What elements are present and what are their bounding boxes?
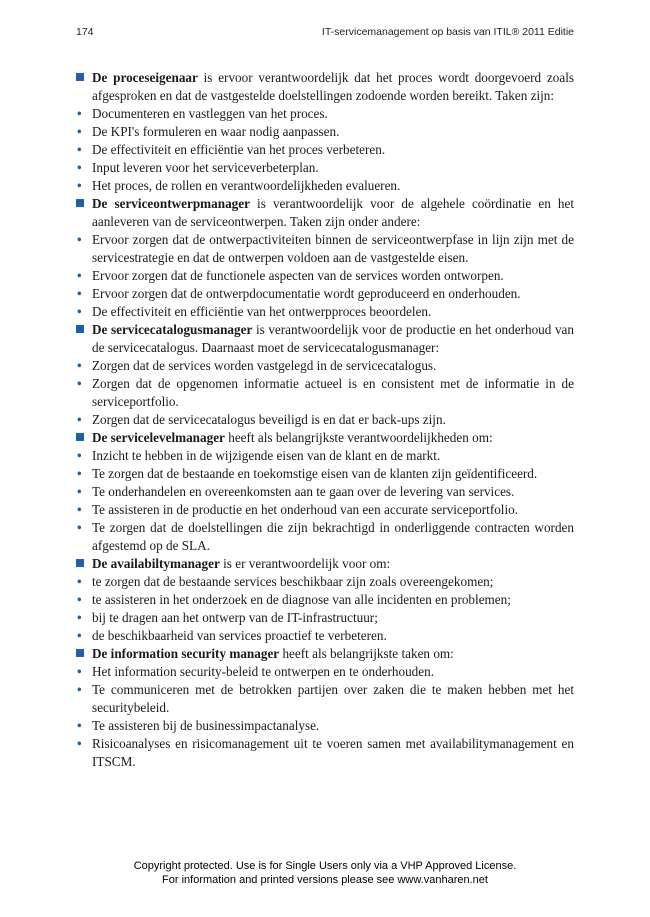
list-item: • Zorgen dat de servicecatalogus beveiligd is en dat er back-ups zijn. xyxy=(77,412,446,427)
task-list-servicecatalogusmanager xyxy=(76,357,574,429)
square-bullet-icon xyxy=(76,199,84,207)
list-item: • Het proces, de rollen en verantwoordelijkheden evalueren. xyxy=(77,178,401,193)
square-bullet-icon xyxy=(76,325,84,333)
task-list-availabilitymanager xyxy=(76,573,574,645)
task-list-servicelevelmanager xyxy=(76,447,574,555)
role-description: is verantwoordelijk voor de algehele coördinatie en het aanleveren van de serviceontwerpen. Taken zijn onder andere: xyxy=(92,196,574,229)
bullet-icon: • xyxy=(77,592,82,607)
list-item: • De KPI's formuleren en waar nodig aanpassen. xyxy=(77,124,340,139)
bullet-icon: • xyxy=(77,466,82,481)
list-item: • Te onderhandelen en overeenkomsten aan te gaan over de levering van services. xyxy=(77,484,515,499)
list-item: • De effectiviteit en efficiëntie van het proces verbeteren. xyxy=(77,142,386,157)
list-item: • te assisteren in het onderzoek en de diagnose van alle incidenten en problemen; xyxy=(77,592,511,607)
role-block-availabilitymanager xyxy=(76,555,574,573)
role-description: heeft als belangrijkste verantwoordelijkheden om: xyxy=(224,430,493,445)
role-name: De proceseigenaar xyxy=(92,70,198,85)
page-header xyxy=(76,26,574,46)
bullet-icon: • xyxy=(77,520,82,535)
license-info-line: For information and printed versions please see www.vanharen.net xyxy=(162,874,488,886)
list-item: • te zorgen dat de bestaande services beschikbaar zijn zoals overeengekomen; xyxy=(77,574,494,589)
bullet-icon: • xyxy=(77,610,82,625)
square-bullet-icon xyxy=(76,649,84,657)
role-description: is ervoor verantwoordelijk dat het proces wordt doorgevoerd zoals afgesproken en dat de vastgestelde doelstellingen zodoende worden bereikt. Taken zijn: xyxy=(92,70,574,103)
role-name: De availabiltymanager xyxy=(92,556,220,571)
role-block-servicelevelmanager xyxy=(76,429,574,447)
list-item: • bij te dragen aan het ontwerp van de IT-infrastructuur; xyxy=(77,610,378,625)
bullet-icon: • xyxy=(77,718,82,733)
list-item: • Zorgen dat de opgenomen informatie actueel is en consistent met de informatie in de serviceportfolio. xyxy=(77,376,574,409)
bullet-icon: • xyxy=(77,304,82,319)
list-item: • Zorgen dat de services worden vastgelegd in de servicecatalogus. xyxy=(77,358,437,373)
page-number: 174 xyxy=(76,26,94,38)
copyright-line: Copyright protected. Use is for Single Users only via a VHP Approved License. xyxy=(133,860,517,872)
bullet-icon: • xyxy=(77,358,82,373)
list-item: • Ervoor zorgen dat de functionele aspecten van de services worden ontworpen. xyxy=(77,268,504,283)
running-title: IT-servicemanagement op basis van ITIL® 2011 Editie xyxy=(321,26,574,38)
list-item: • Te zorgen dat de doelstellingen die zijn bekrachtigd in onderliggende contracten worden afgestemd op de SLA. xyxy=(77,520,574,553)
list-item: • de beschikbaarheid van services proactief te verbeteren. xyxy=(77,628,387,643)
bullet-icon: • xyxy=(77,178,82,193)
list-item: • Risicoanalyses en risicomanagement uit te voeren samen met availabilitymanagement en ITSCM. xyxy=(77,736,574,769)
bullet-icon: • xyxy=(77,682,82,697)
list-item: • Inzicht te hebben in de wijzigende eisen van de klant en de markt. xyxy=(77,448,441,463)
bullet-icon: • xyxy=(77,502,82,517)
role-description: is er verantwoordelijk voor om: xyxy=(219,556,391,571)
bullet-icon: • xyxy=(77,574,82,589)
bullet-icon: • xyxy=(77,124,82,139)
list-item: • Te communiceren met de betrokken partijen over zaken die te maken hebben met het securitybeleid. xyxy=(77,682,574,715)
role-block-servicecatalogusmanager xyxy=(76,321,574,357)
role-description: is verantwoordelijk voor de productie en het onderhoud van de servicecatalogus. Daarnaast moet de servicecatalogusmanager: xyxy=(92,322,574,355)
role-name: De serviceontwerpmanager xyxy=(92,196,250,211)
list-item: • Te assisteren bij de businessimpactanalyse. xyxy=(77,718,320,733)
list-item: • Ervoor zorgen dat de ontwerpactiviteiten binnen de serviceontwerpfase in lijn zijn met de servicestrategie en dat de ontwerpen voldoen aan de vastgestelde eisen. xyxy=(77,232,574,265)
task-list-proceseigenaar xyxy=(76,105,574,195)
bullet-icon: • xyxy=(77,376,82,391)
bullet-icon: • xyxy=(77,664,82,679)
square-bullet-icon xyxy=(76,73,84,81)
role-name: De servicelevelmanager xyxy=(92,430,225,445)
task-list-serviceontwerpmanager xyxy=(76,231,574,321)
bullet-icon: • xyxy=(77,412,82,427)
square-bullet-icon xyxy=(76,433,84,441)
body-text xyxy=(76,69,574,771)
bullet-icon: • xyxy=(77,268,82,283)
list-item: • Te assisteren in de productie en het onderhoud van een accurate serviceportfolio. xyxy=(77,502,519,517)
bullet-icon: • xyxy=(77,160,82,175)
list-item: • De effectiviteit en efficiëntie van het ontwerpproces beoordelen. xyxy=(77,304,432,319)
bullet-icon: • xyxy=(77,628,82,643)
bullet-icon: • xyxy=(77,736,82,751)
copyright-footer xyxy=(0,859,650,887)
role-name: De information security manager xyxy=(92,646,280,661)
role-block-information-security-manager xyxy=(76,645,574,663)
square-bullet-icon xyxy=(76,559,84,567)
role-description: heeft als belangrijkste taken om: xyxy=(279,646,454,661)
list-item: • Te zorgen dat de bestaande en toekomstige eisen van de klanten zijn geïdentificeerd. xyxy=(77,466,538,481)
list-item: • Documenteren en vastleggen van het proces. xyxy=(77,106,328,121)
bullet-icon: • xyxy=(77,484,82,499)
role-name: De servicecatalogusmanager xyxy=(92,322,253,337)
role-block-serviceontwerpmanager xyxy=(76,195,574,231)
task-list-information-security-manager xyxy=(76,663,574,771)
bullet-icon: • xyxy=(77,232,82,247)
bullet-icon: • xyxy=(77,286,82,301)
role-block-proceseigenaar xyxy=(76,69,574,105)
list-item: • Ervoor zorgen dat de ontwerpdocumentatie wordt geproduceerd en onderhouden. xyxy=(77,286,521,301)
bullet-icon: • xyxy=(77,106,82,121)
list-item: • Het information security-beleid te ontwerpen en te onderhouden. xyxy=(77,664,435,679)
bullet-icon: • xyxy=(77,448,82,463)
bullet-icon: • xyxy=(77,142,82,157)
list-item: • Input leveren voor het serviceverbeterplan. xyxy=(77,160,319,175)
